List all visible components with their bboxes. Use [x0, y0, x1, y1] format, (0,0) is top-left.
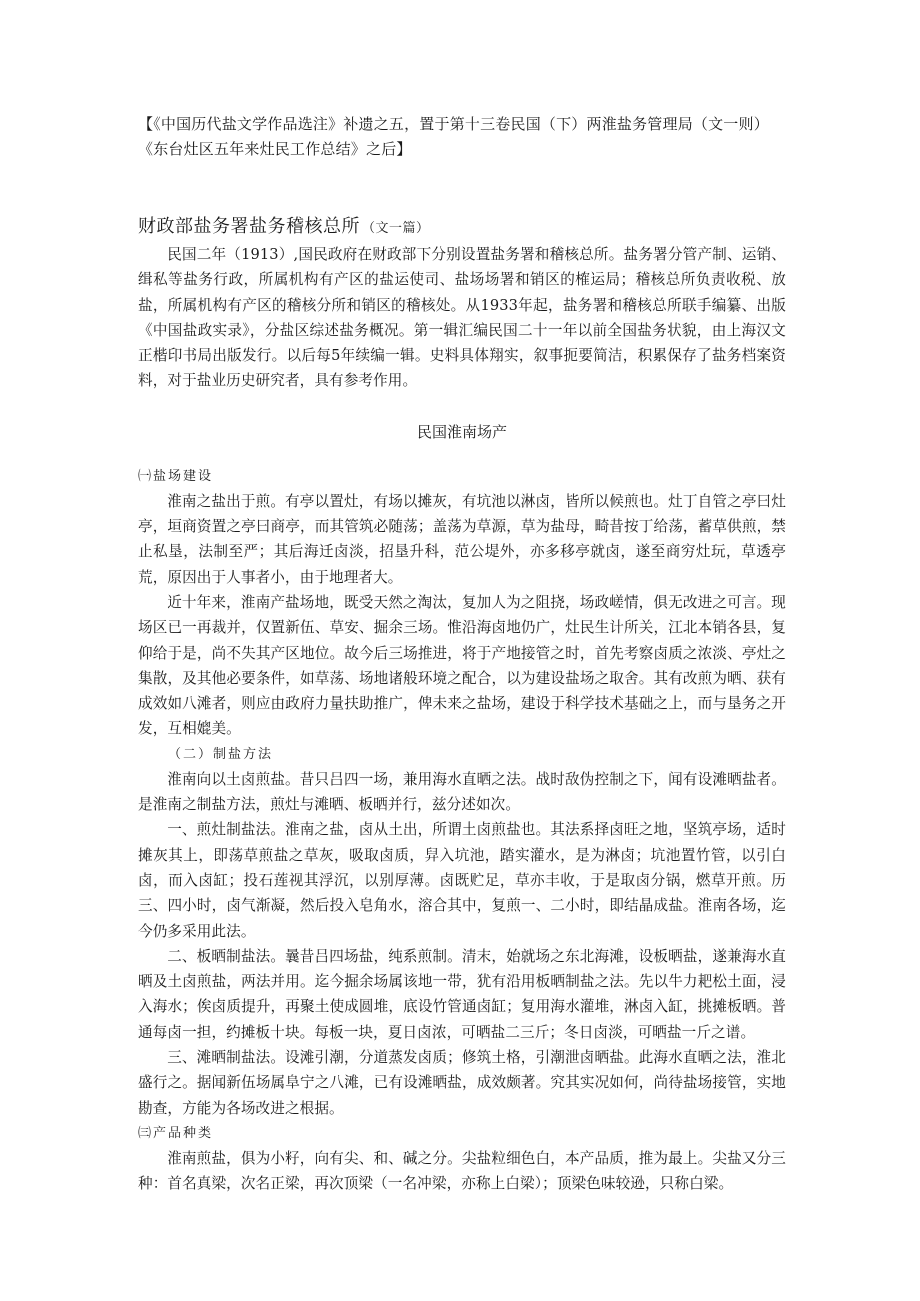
- section-3-title: ㈢产品种类: [138, 1125, 214, 1141]
- article-title: 民国淮南场产: [416, 422, 507, 441]
- document-heading-subtitle: （文一篇）: [362, 221, 430, 236]
- section-2-paragraph-4: 三、滩晒制盐法。设滩引潮，分道蒸发卤质；修筑土格，引潮泄卤晒盐。此海水直晒之法，淮北盛行之。据闻新伍场属阜宁之八滩，已有设滩晒盐，成效颇著。究其实况如何，尚待盐场接管，实地勘查，方能为各场改进之根据。: [138, 1049, 786, 1117]
- document-page: [138, 112, 786, 1197]
- section-2-paragraph-2: 一、煎灶制盐法。淮南之盐，卤从土出，所谓土卤煎盐也。其法系择卤旺之地，坚筑亭场，适时摊灰其上，即荡草煎盐之草灰，吸取卤质，舁入坑池，踏实灌水，是为淋卤；坑池置竹管，以引白卤，而入卤缸；投石莲视其浮沉，以别厚薄。卤既贮足，草亦丰收，于是取卤分锅，燃草开煎。历三、四小时，卤气渐凝，然后投入皂角水，溶合其中，复煎一、二小时，即结晶成盐。淮南各场，迄今仍多采用此法。: [138, 821, 786, 940]
- document-heading-title: 财政部盐务署盐务稽核总所: [138, 216, 360, 237]
- section-2-paragraph-1: 淮南向以土卤煎盐。昔只吕四一场，兼用海水直晒之法。战时敌伪控制之下，闻有设滩晒盐者。是淮南之制盐方法，煎灶与滩晒、板晒并行，兹分述如次。: [138, 770, 786, 814]
- section-1-paragraph-2: 近十年来，淮南产盐场地，既受天然之淘汰，复加人为之阻挠，场政嵯情，俱无改进之可言。现场区已一再裁并，仅置新伍、草安、掘余三场。惟沿海卤地仍广，灶民生计所关，江北本销各县，复仰给于是，尚不失其产区地位。故今后三场推进，将于产地接管之时，首先考察卤质之浓淡、亭灶之集散，及其他必要条件，如草荡、场地诸般环境之配合，以为建设盐场之取舍。其有改煎为晒、获有成效如八滩者，则应由政府力量扶助推广，俾未来之盐场，建设于科学技术基础之上，而与垦务之开发，互相媲美。: [138, 593, 786, 738]
- section-2-paragraph-3: 二、板晒制盐法。曩昔吕四场盐，纯系煎制。清末，始就场之东北海滩，设板晒盐，遂兼海水直晒及土卤煎盐，两法并用。迄今掘余场属该地一带，犹有沿用板晒制盐之法。先以牛力耙松土面，浸入海水；俟卤质提升，再聚土使成圆堆，底设竹管通卤缸；复用海水灌堆，淋卤入缸，挑摊板晒。普通每卤一担，约摊板十块。每板一块，夏日卤浓，可晒盐二三斤；冬日卤淡，可晒盐一斤之谱。: [138, 947, 786, 1041]
- section-1-paragraph-1: 淮南之盐出于煎。有亭以置灶，有场以摊灰，有坑池以淋卤，皆所以候煎也。灶丁自管之亭曰灶亭，垣商资置之亭曰商亭，而其管筑必随荡；盖荡为草源，草为盐母，畸昔按丁给荡，蓄草供煎，禁止私垦，法制至严；其后海迁卤淡，招垦升科，范公堤外，亦多移亭就卤，遂至商穷灶玩，草透亭荒，原因出于人事者小，由于地理者大。: [138, 492, 786, 586]
- section-2-title: （二）制盐方法: [168, 746, 274, 762]
- intro-paragraph: 民国二年（1913）,国民政府在财政部下分别设置盐务署和稽核总所。盐务署分管产制、运销、缉私等盐务行政，所属机构有产区的盐运使司、盐场场署和销区的榷运局；稽核总所负责收税、放盐，所属机构有产区的稽核分所和销区的稽核处。从1933年起，盐务署和稽核总所联手编纂、出版《中国盐政实录》，分盐区综述盐务概况。第一辑汇编民国二十一年以前全国盐务状貌，由上海汉文正楷印书局出版发行。以后每5年续编一辑。史料具体翔实，叙事扼要简洁，积累保存了盐务档案资料，对于盐业历史研究者，具有参考作用。: [138, 246, 786, 390]
- document-heading: [138, 214, 786, 242]
- supplement-note-line-2: 《东台灶区五年来灶民工作总结》之后】: [138, 140, 412, 158]
- section-3-paragraph-1: 淮南煎盐，俱为小籽，向有尖、和、碱之分。尖盐粒细色白，本产品质，推为最上。尖盐又分三种：首名真梁，次名正梁，再次顶梁（一名冲梁，亦称上白梁）；顶梁色味较逊，只称白梁。: [138, 1149, 786, 1193]
- supplement-note-line-1: 【《中国历代盐文学作品选注》补遗之五，置于第十三卷民国（下）两淮盐务管理局（文一则）: [138, 115, 769, 133]
- section-1-title: ㈠盐场建设: [138, 468, 214, 484]
